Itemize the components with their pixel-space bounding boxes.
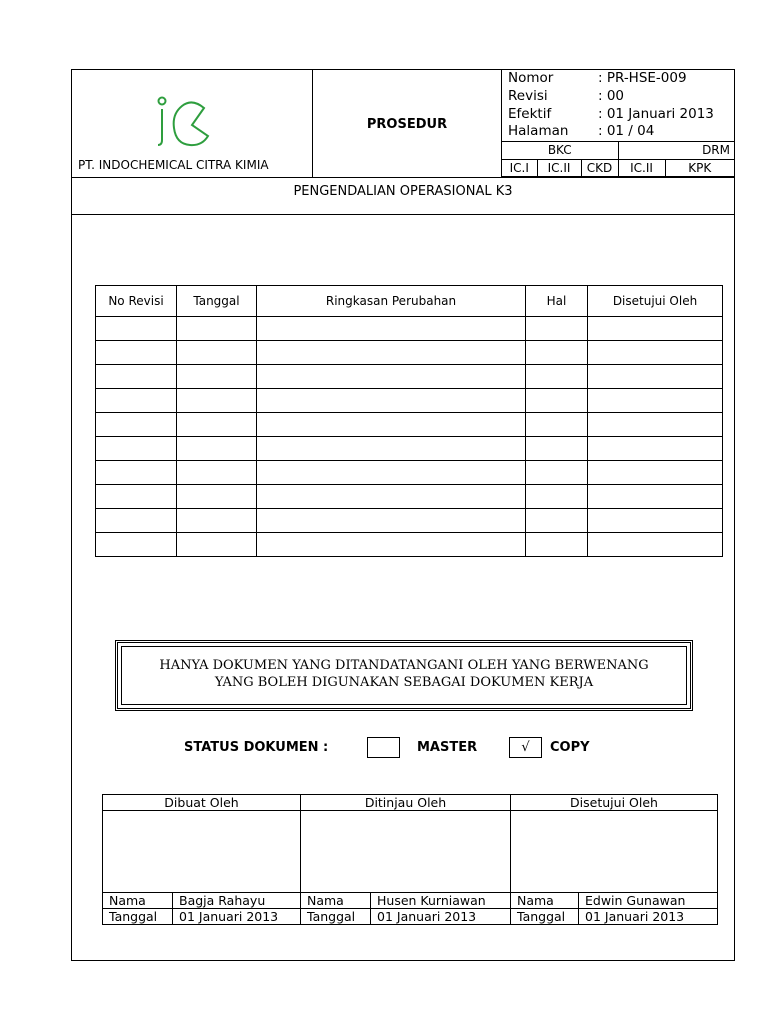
dist-unit: IC.II (618, 159, 665, 176)
revision-cell (588, 509, 723, 533)
dist-unit: KPK (665, 159, 734, 176)
revision-header-row (96, 286, 723, 317)
revision-row (96, 317, 723, 341)
col-header: Disetujui Oleh (588, 286, 723, 317)
revision-cell (177, 389, 257, 413)
revision-cell (177, 509, 257, 533)
revision-cell (177, 341, 257, 365)
revision-cell (177, 365, 257, 389)
revision-row (96, 461, 723, 485)
notice-box (115, 640, 693, 711)
revision-cell (96, 533, 177, 557)
doc-type: PROSEDUR (366, 117, 448, 132)
revision-cell (96, 341, 177, 365)
revision-cell (96, 485, 177, 509)
dist-unit: CKD (581, 159, 618, 176)
revision-cell (96, 365, 177, 389)
name-value: Husen Kurniawan (371, 893, 511, 909)
revision-cell (588, 365, 723, 389)
dist-unit-row (502, 159, 734, 176)
revision-cell (526, 317, 588, 341)
signature-space-row (103, 811, 718, 893)
revision-cell (257, 365, 526, 389)
signature-header-row (103, 795, 718, 811)
revision-row (96, 365, 723, 389)
revision-cell (588, 389, 723, 413)
distribution-table (502, 142, 734, 177)
notice-inner (121, 646, 687, 705)
revision-cell (96, 317, 177, 341)
signature-area (301, 811, 511, 893)
revision-cell (96, 509, 177, 533)
revision-cell (588, 461, 723, 485)
signature-table (102, 794, 718, 925)
meta-key: Efektif (508, 106, 552, 122)
revision-rows (96, 317, 723, 557)
revision-cell (588, 437, 723, 461)
name-value: Edwin Gunawan (579, 893, 718, 909)
revision-cell (526, 461, 588, 485)
revision-cell (257, 341, 526, 365)
dist-group: BKC (502, 142, 618, 159)
company-name: PT. INDOCHEMICAL CITRA KIMIA (78, 158, 269, 172)
copy-label: COPY (550, 740, 590, 755)
signature-area (511, 811, 718, 893)
col-header: No Revisi (96, 286, 177, 317)
sig-header: Dibuat Oleh (103, 795, 301, 811)
dist-group: DRM (618, 142, 734, 159)
revision-cell (177, 461, 257, 485)
notice-line: HANYA DOKUMEN YANG DITANDATANGANI OLEH YANG BERWENANG (159, 658, 649, 673)
revision-cell (526, 389, 588, 413)
revision-cell (526, 485, 588, 509)
copy-checkbox[interactable]: √ (509, 737, 542, 758)
revision-cell (526, 413, 588, 437)
revision-row (96, 485, 723, 509)
revision-cell (177, 485, 257, 509)
revision-cell (588, 485, 723, 509)
revision-cell (96, 389, 177, 413)
dist-group-row (502, 142, 734, 159)
name-label: Nama (103, 893, 173, 909)
revision-cell (177, 533, 257, 557)
revision-cell (526, 509, 588, 533)
date-label: Tanggal (511, 909, 579, 925)
revision-cell (588, 341, 723, 365)
col-header: Ringkasan Perubahan (257, 286, 526, 317)
revision-cell (96, 437, 177, 461)
name-label: Nama (511, 893, 579, 909)
revision-row (96, 413, 723, 437)
col-header: Tanggal (177, 286, 257, 317)
revision-row (96, 389, 723, 413)
revision-cell (257, 509, 526, 533)
date-value: 01 Januari 2013 (371, 909, 511, 925)
revision-row (96, 341, 723, 365)
revision-cell (177, 317, 257, 341)
dist-unit: IC.I (502, 159, 537, 176)
master-checkbox[interactable] (367, 737, 400, 758)
revision-cell (588, 317, 723, 341)
name-label: Nama (301, 893, 371, 909)
status-label: STATUS DOKUMEN : (184, 740, 329, 755)
dist-unit: IC.II (537, 159, 581, 176)
revision-cell (526, 533, 588, 557)
revision-cell (526, 341, 588, 365)
sig-header: Disetujui Oleh (511, 795, 718, 811)
meta-value: : 00 (598, 88, 625, 104)
revision-cell (588, 533, 723, 557)
notice-line: YANG BOLEH DIGUNAKAN SEBAGAI DOKUMEN KERJA (214, 675, 594, 690)
revision-cell (177, 437, 257, 461)
col-header: Hal (526, 286, 588, 317)
revision-row (96, 533, 723, 557)
meta-value: : 01 / 04 (598, 123, 655, 139)
master-label: MASTER (417, 740, 478, 755)
revision-cell (257, 389, 526, 413)
logo-cell (72, 70, 313, 177)
revision-cell (526, 437, 588, 461)
meta-key: Revisi (508, 88, 548, 104)
meta-key: Halaman (508, 123, 569, 139)
meta-value: : PR-HSE-009 (598, 70, 687, 86)
signature-date-row (103, 909, 718, 925)
revision-cell (526, 365, 588, 389)
revision-cell (257, 437, 526, 461)
date-label: Tanggal (103, 909, 173, 925)
revision-cell (177, 413, 257, 437)
signature-area (103, 811, 301, 893)
revision-cell (96, 413, 177, 437)
date-label: Tanggal (301, 909, 371, 925)
document-title: PENGENDALIAN OPERASIONAL K3 (72, 178, 734, 215)
revision-row (96, 509, 723, 533)
document-page (71, 69, 735, 961)
name-value: Bagja Rahayu (173, 893, 301, 909)
signature-name-row (103, 893, 718, 909)
revision-row (96, 437, 723, 461)
doc-meta (502, 70, 734, 142)
company-logo (154, 96, 214, 150)
revision-cell (257, 485, 526, 509)
doc-type-cell (313, 70, 502, 177)
revision-cell (257, 413, 526, 437)
revision-cell (588, 413, 723, 437)
date-value: 01 Januari 2013 (579, 909, 718, 925)
revision-cell (257, 317, 526, 341)
sig-header: Ditinjau Oleh (301, 795, 511, 811)
revision-cell (257, 461, 526, 485)
revision-cell (96, 461, 177, 485)
revision-table (95, 285, 723, 557)
date-value: 01 Januari 2013 (173, 909, 301, 925)
document-header (72, 70, 734, 178)
revision-cell (257, 533, 526, 557)
meta-value: : 01 Januari 2013 (598, 106, 714, 122)
meta-key: Nomor (508, 70, 554, 86)
